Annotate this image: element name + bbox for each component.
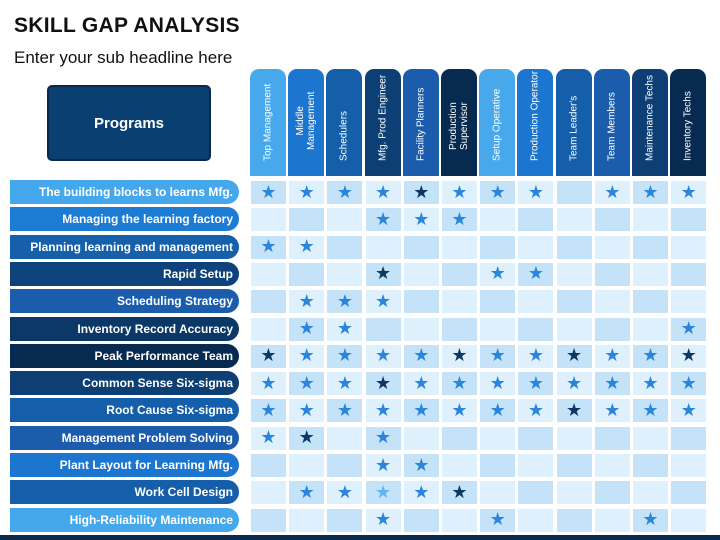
star-icon: ★ [642,345,659,367]
matrix-cell [556,235,593,260]
matrix-cell [517,398,554,423]
matrix-cell [288,398,325,423]
bottom-bar [0,535,720,540]
matrix-cell [365,398,402,423]
program-row-label: The building blocks to learns Mfg. [10,180,239,204]
matrix-cell [632,317,669,342]
matrix-cell [441,180,478,205]
matrix-cell [632,371,669,396]
matrix-cell [594,398,631,423]
matrix-cell [556,262,593,287]
column-header-label: Production Supervisor [448,102,470,150]
matrix-cell [250,344,287,369]
star-icon: ★ [260,236,277,258]
star-icon: ★ [489,372,506,394]
matrix-cell [632,453,669,478]
matrix-cell [479,508,516,533]
column-header-label: Team Leader's [568,95,580,161]
column-header-label: Setup Operative [491,88,503,161]
programs-header [47,85,211,161]
matrix-cell [365,180,402,205]
column-header-label: Middle Management [295,91,318,150]
column-header [670,69,706,176]
matrix-cell [326,289,363,314]
matrix-cell [441,235,478,260]
matrix-cell [556,371,593,396]
matrix-cell [517,180,554,205]
star-icon: ★ [260,372,277,394]
star-icon: ★ [413,399,430,421]
matrix-cell [365,453,402,478]
matrix-cell [288,344,325,369]
matrix-cell [556,426,593,451]
star-icon: ★ [489,263,506,285]
matrix-cell [594,453,631,478]
star-icon: ★ [375,208,392,230]
programs-label: Programs [93,114,165,132]
matrix-cell [403,317,440,342]
star-icon: ★ [566,345,583,367]
matrix-cell [288,180,325,205]
matrix-cell [670,317,707,342]
column-header [594,69,630,176]
star-icon: ★ [375,427,392,449]
matrix-cell [556,508,593,533]
matrix-cell [441,453,478,478]
star-icon: ★ [375,481,392,503]
matrix-cell [403,344,440,369]
matrix-cell [632,398,669,423]
column-header [441,69,477,176]
star-icon: ★ [336,290,353,312]
star-icon: ★ [260,399,277,421]
star-icon: ★ [336,399,353,421]
matrix-cell [517,317,554,342]
star-icon: ★ [680,181,697,203]
matrix-cell [632,289,669,314]
matrix-cell [403,180,440,205]
star-icon: ★ [489,509,506,531]
star-icon: ★ [527,263,544,285]
column-header-label: Top Management [262,83,274,161]
matrix-cell [365,207,402,232]
column-header [326,69,362,176]
star-icon: ★ [260,345,277,367]
matrix-cell [594,262,631,287]
matrix-cell [670,180,707,205]
column-header [403,69,439,176]
star-icon: ★ [451,345,468,367]
star-icon: ★ [260,181,277,203]
program-row-label: Plant Layout for Learning Mfg. [10,453,239,477]
star-icon: ★ [566,399,583,421]
matrix-cell [594,480,631,505]
column-header-label: Production Operator [529,70,541,161]
matrix-cell [326,344,363,369]
matrix-cell [365,289,402,314]
matrix-cell [670,344,707,369]
matrix-cell [250,262,287,287]
matrix-cell [326,426,363,451]
matrix-cell [670,207,707,232]
star-icon: ★ [604,372,621,394]
star-icon: ★ [336,345,353,367]
matrix-cell [403,426,440,451]
star-icon: ★ [680,372,697,394]
star-icon: ★ [527,399,544,421]
matrix-cell [403,508,440,533]
matrix-cell [556,480,593,505]
matrix-cell [479,262,516,287]
matrix-cell [441,289,478,314]
matrix-cell [670,235,707,260]
matrix-cell [632,344,669,369]
star-icon: ★ [604,399,621,421]
matrix-cell [250,426,287,451]
column-header [517,69,553,176]
star-icon: ★ [413,208,430,230]
matrix-cell [403,398,440,423]
matrix-cell [632,426,669,451]
matrix-cell [326,262,363,287]
matrix-cell [632,480,669,505]
matrix-cell [479,235,516,260]
star-icon: ★ [413,345,430,367]
matrix-cell [670,371,707,396]
matrix-cell [403,453,440,478]
matrix-cell [441,508,478,533]
matrix-cell [479,453,516,478]
star-icon: ★ [336,318,353,339]
matrix-cell [441,398,478,423]
program-row-label: Inventory Record Accuracy [10,317,239,341]
star-icon: ★ [489,345,506,367]
matrix-cell [479,426,516,451]
matrix-cell [288,235,325,260]
matrix-cell [250,371,287,396]
page-subtitle: Enter your sub headline here [14,48,233,67]
star-icon: ★ [298,181,315,203]
column-header [479,69,515,176]
matrix-cell [517,426,554,451]
matrix-cell [326,371,363,396]
matrix-cell [670,289,707,314]
matrix-cell [403,262,440,287]
matrix-cell [250,317,287,342]
star-icon: ★ [642,181,659,203]
star-icon: ★ [566,372,583,394]
matrix-cell [441,317,478,342]
program-row-label: Root Cause Six-sigma [10,398,239,422]
matrix-cell [479,317,516,342]
matrix-cell [288,371,325,396]
matrix-cell [365,235,402,260]
column-header [556,69,592,176]
star-icon: ★ [298,427,315,449]
star-icon: ★ [527,372,544,394]
matrix-cell [594,317,631,342]
matrix-cell [670,398,707,423]
matrix-cell [250,289,287,314]
matrix-cell [517,371,554,396]
star-icon: ★ [375,399,392,421]
matrix-cell [288,289,325,314]
matrix-cell [441,207,478,232]
column-header [632,69,668,176]
matrix-cell [288,480,325,505]
star-icon: ★ [375,454,392,476]
program-row-label: High-Reliability Maintenance [10,508,239,532]
star-icon: ★ [527,181,544,203]
matrix-cell [365,317,402,342]
matrix-cell [594,180,631,205]
program-row-label: Planning learning and management [10,235,239,259]
matrix-cell [556,453,593,478]
matrix-cell [403,480,440,505]
matrix-cell [594,289,631,314]
matrix-cell [326,453,363,478]
matrix-cell [365,371,402,396]
matrix-cell [250,235,287,260]
star-icon: ★ [336,372,353,394]
star-icon: ★ [298,318,315,339]
matrix-cell [250,398,287,423]
star-icon: ★ [413,181,430,203]
column-header-label: Team Members [606,92,618,161]
program-row-label: Rapid Setup [10,262,239,286]
column-header-label: Mfg. Prod Engineer [377,74,389,161]
matrix-cell [632,207,669,232]
star-icon: ★ [336,481,353,503]
star-icon: ★ [489,399,506,421]
page-title: SKILL GAP ANALYSIS [14,14,240,37]
matrix-cell [670,508,707,533]
matrix-cell [250,453,287,478]
matrix-cell [556,317,593,342]
column-header-label: Schedulers [338,110,350,161]
matrix-cell [479,207,516,232]
matrix-cell [517,344,554,369]
matrix-cell [670,262,707,287]
program-row-label: Managing the learning factory [10,207,239,231]
matrix-cell [326,180,363,205]
star-icon: ★ [451,372,468,394]
matrix-cell [632,235,669,260]
matrix-cell [288,453,325,478]
matrix-cell [517,207,554,232]
matrix-cell [594,426,631,451]
matrix-cell [670,426,707,451]
matrix-cell [403,371,440,396]
matrix-cell [326,508,363,533]
star-icon: ★ [451,208,468,230]
matrix-cell [441,344,478,369]
star-icon: ★ [642,372,659,394]
matrix-cell [326,235,363,260]
matrix-cell [479,398,516,423]
star-icon: ★ [260,427,277,449]
program-row-label: Peak Performance Team [10,344,239,368]
matrix-cell [441,371,478,396]
star-icon: ★ [642,509,659,531]
star-icon: ★ [413,454,430,476]
star-icon: ★ [336,181,353,203]
star-icon: ★ [451,399,468,421]
matrix-cell [594,371,631,396]
program-row-label: Scheduling Strategy [10,289,239,313]
matrix-cell [632,262,669,287]
matrix-cell [403,289,440,314]
star-icon: ★ [375,509,392,531]
matrix-cell [556,398,593,423]
matrix-cell [250,207,287,232]
matrix-cell [556,207,593,232]
matrix-cell [556,344,593,369]
matrix-cell [670,480,707,505]
matrix-cell [288,262,325,287]
matrix-cell [670,453,707,478]
matrix-cell [632,508,669,533]
star-icon: ★ [375,372,392,394]
matrix-cell [594,344,631,369]
matrix-cell [594,207,631,232]
matrix-cell [250,480,287,505]
star-icon: ★ [298,345,315,367]
star-icon: ★ [298,399,315,421]
star-icon: ★ [489,181,506,203]
matrix-cell [250,180,287,205]
column-header [365,69,401,176]
star-icon: ★ [413,372,430,394]
matrix-cell [326,398,363,423]
star-icon: ★ [451,481,468,503]
star-icon: ★ [604,181,621,203]
matrix-cell [365,426,402,451]
column-header-label: Inventory Techs [682,91,694,161]
matrix-cell [288,317,325,342]
matrix-cell [403,235,440,260]
star-icon: ★ [451,181,468,203]
matrix-cell [250,508,287,533]
star-icon: ★ [680,318,697,339]
matrix-cell [365,344,402,369]
star-icon: ★ [298,290,315,312]
matrix-cell [441,480,478,505]
star-icon: ★ [604,345,621,367]
matrix-cell [365,480,402,505]
star-icon: ★ [298,481,315,503]
matrix-cell [517,289,554,314]
column-header-label: Maintenance Techs [644,75,656,161]
matrix-cell [326,317,363,342]
matrix-cell [288,508,325,533]
matrix-cell [594,235,631,260]
matrix-cell [365,508,402,533]
matrix-cell [441,426,478,451]
matrix-cell [479,289,516,314]
matrix-cell [594,508,631,533]
matrix-cell [517,235,554,260]
matrix-cell [441,262,478,287]
star-icon: ★ [527,345,544,367]
star-icon: ★ [298,372,315,394]
program-row-label: Common Sense Six-sigma [10,371,239,395]
matrix-cell [479,480,516,505]
matrix-cell [479,180,516,205]
matrix-cell [517,480,554,505]
star-icon: ★ [375,263,392,285]
program-row-label: Work Cell Design [10,480,239,504]
matrix-cell [479,371,516,396]
matrix-cell [403,207,440,232]
star-icon: ★ [642,399,659,421]
star-icon: ★ [375,345,392,367]
matrix-cell [288,207,325,232]
matrix-cell [365,262,402,287]
matrix-cell [326,480,363,505]
matrix-cell [556,289,593,314]
matrix-cell [556,180,593,205]
matrix-cell [288,426,325,451]
matrix-cell [517,262,554,287]
program-row-label: Management Problem Solving [10,426,239,450]
column-header [250,69,286,176]
column-header [288,69,324,176]
star-icon: ★ [680,399,697,421]
star-icon: ★ [375,181,392,203]
matrix-cell [632,180,669,205]
star-icon: ★ [680,345,697,367]
star-icon: ★ [375,290,392,312]
column-header-label: Facility Planners [415,87,427,161]
matrix-cell [517,453,554,478]
matrix-cell [517,508,554,533]
matrix-cell [479,344,516,369]
star-icon: ★ [298,236,315,258]
matrix-cell [326,207,363,232]
star-icon: ★ [413,481,430,503]
